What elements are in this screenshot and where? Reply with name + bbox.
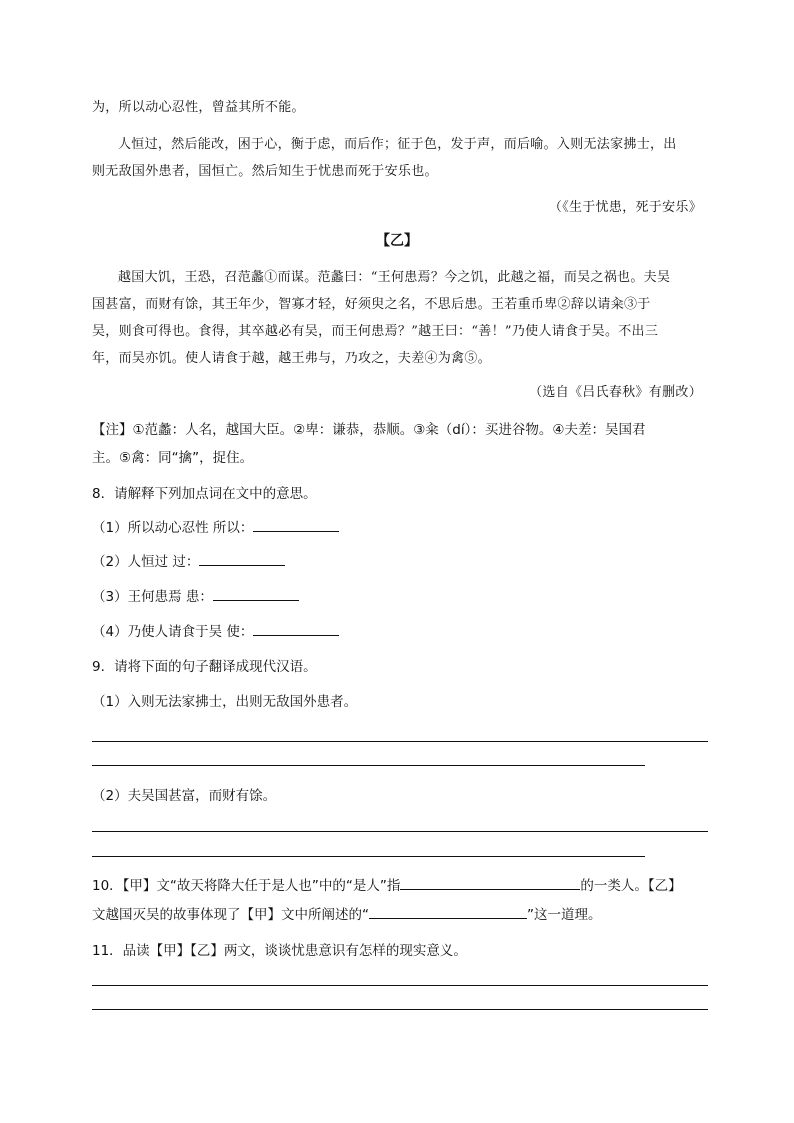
q8-item: （4）乃使人请食于吴 使：	[92, 620, 339, 640]
answer-line[interactable]	[92, 765, 645, 766]
yi-text-line: 越国大饥，王恐，召范蠡①而谋。范蠡曰：“王何患焉？今之饥，此越之福，而吴之祸也。夫吴	[118, 270, 671, 285]
yi-heading: 【乙】	[376, 233, 418, 249]
notes-line: 【注】①范蠡：人名，越国大臣。②卑：谦恭，恭顺。③籴（dí）：买进谷物。④夫差：吴国君	[92, 422, 646, 438]
answer-blank[interactable]	[400, 875, 580, 890]
yi-text-line: 年，而吴亦饥。使人请食于越，越王弗与，乃攻之，夫差④为禽⑤。	[92, 351, 492, 366]
q11-title: 11．品读【甲】【乙】两文，谈谈忧患意识有怎样的现实意义。	[92, 943, 467, 959]
yi-text-line: 国甚富，而财有馀，其王年少，智寡才轻，好须臾之名，不思后患。王若重币卑②辞以请籴③于	[92, 297, 651, 312]
answer-line[interactable]	[92, 741, 708, 742]
q8-title: 8．请解释下列加点词在文中的意思。	[92, 486, 317, 502]
q9-item: （1）入则无法家拂士，出则无敌国外患者。	[92, 694, 358, 710]
q8-item: （3）王何患焉 患：	[92, 585, 299, 605]
notes-line: 主。⑤禽：同“擒”，捉住。	[92, 450, 254, 466]
answer-line[interactable]	[92, 831, 708, 832]
q9-item: （2）夫吴国甚富，而财有馀。	[92, 788, 277, 804]
answer-line[interactable]	[92, 1009, 708, 1010]
jia-text-line: 为，所以动心忍性，曾益其所不能。	[92, 100, 305, 115]
answer-line[interactable]	[92, 856, 645, 857]
jia-text-line: 则无敌国外患者，国恒亡。然后知生于忧患而死于安乐也。	[92, 164, 438, 179]
answer-blank[interactable]	[199, 551, 285, 566]
answer-blank[interactable]	[213, 586, 299, 601]
q8-item: （2）人恒过 过：	[92, 550, 285, 570]
yi-text-line: 吴，则食可得也。食得，其卒越必有吴，而王何患焉？”越王曰：“善！”乃使人请食于吴。不出三	[92, 324, 659, 339]
q10-line: 文越国灭吴的故事体现了【甲】文中所阐述的“ ”这一道理。	[92, 903, 602, 923]
q10-line: 10．【甲】文“故天将降大任于是人也”中的“是人”指 的一类人。【乙】	[92, 874, 682, 894]
jia-source: （《生于忧患，死于安乐》	[548, 200, 702, 215]
jia-text-line: 人恒过，然后能改，困于心，衡于虑，而后作；征于色，发于声，而后喻。入则无法家拂士，出	[118, 137, 677, 152]
q8-item: （1）所以动心忍性 所以：	[92, 516, 339, 536]
q9-title: 9．请将下面的句子翻译成现代汉语。	[92, 659, 317, 675]
yi-source: （选自《吕氏春秋》有删改）	[529, 385, 702, 400]
answer-blank[interactable]	[253, 621, 339, 636]
answer-line[interactable]	[92, 985, 708, 986]
answer-blank[interactable]	[369, 904, 527, 919]
answer-blank[interactable]	[253, 517, 339, 532]
